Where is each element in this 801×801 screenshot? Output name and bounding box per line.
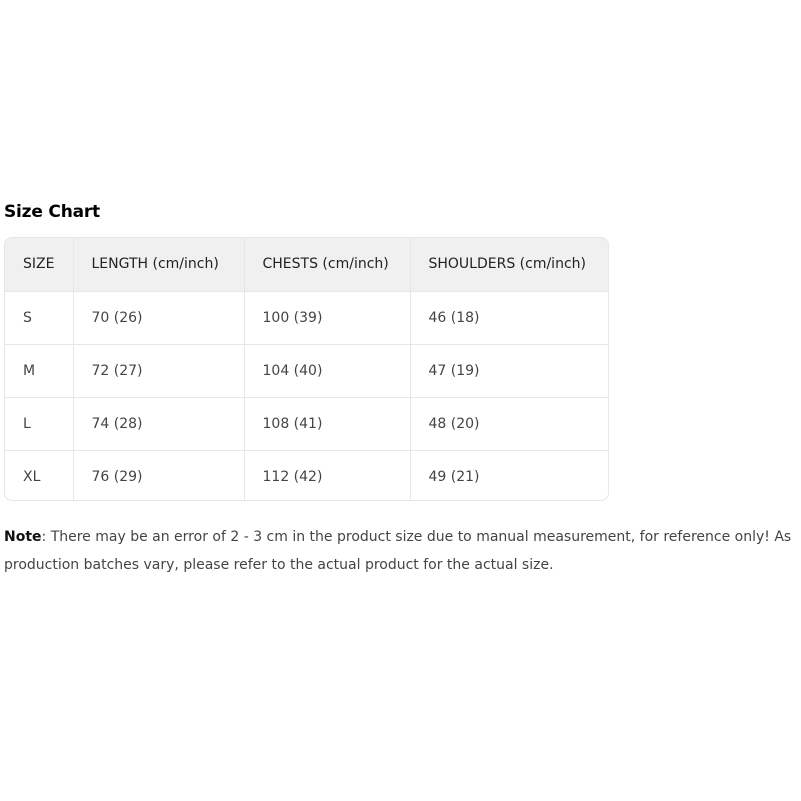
cell-length: 70 (26) — [73, 291, 244, 344]
table-row — [5, 450, 609, 501]
cell-shoulders: 48 (20) — [410, 397, 609, 450]
size-chart-table-container — [4, 237, 609, 501]
cell-length: 76 (29) — [73, 450, 244, 501]
cell-size: M — [5, 344, 73, 397]
header-size: SIZE — [5, 238, 73, 291]
header-length: LENGTH (cm/inch) — [73, 238, 244, 291]
header-chests: CHESTS (cm/inch) — [244, 238, 410, 291]
size-chart-title: Size Chart — [4, 202, 100, 222]
cell-chests: 112 (42) — [244, 450, 410, 501]
cell-shoulders: 49 (21) — [428, 468, 480, 485]
cell-chests: 100 (39) — [244, 291, 410, 344]
cell-chests: 104 (40) — [244, 344, 410, 397]
cell-size: XL — [5, 450, 73, 501]
table-row — [5, 344, 609, 397]
header-shoulders: SHOULDERS (cm/inch) — [410, 238, 609, 291]
cell-length: 74 (28) — [73, 397, 244, 450]
table-row — [5, 397, 609, 450]
size-note — [4, 523, 799, 579]
note-label: Note — [4, 529, 42, 545]
cell-size: S — [5, 291, 73, 344]
cell-length: 72 (27) — [73, 344, 244, 397]
cell-size: L — [5, 397, 73, 450]
size-chart-table — [5, 238, 609, 501]
table-header-row — [5, 238, 609, 291]
cell-chests: 108 (41) — [244, 397, 410, 450]
table-row — [5, 291, 609, 344]
note-text: : There may be an error of 2 - 3 cm in the product size due to manual measurement, for reference only! As production batches vary, please refer to the actual product for the actual size. — [4, 529, 792, 573]
cell-shoulders: 46 (18) — [410, 291, 609, 344]
cell-shoulders: 47 (19) — [410, 344, 609, 397]
